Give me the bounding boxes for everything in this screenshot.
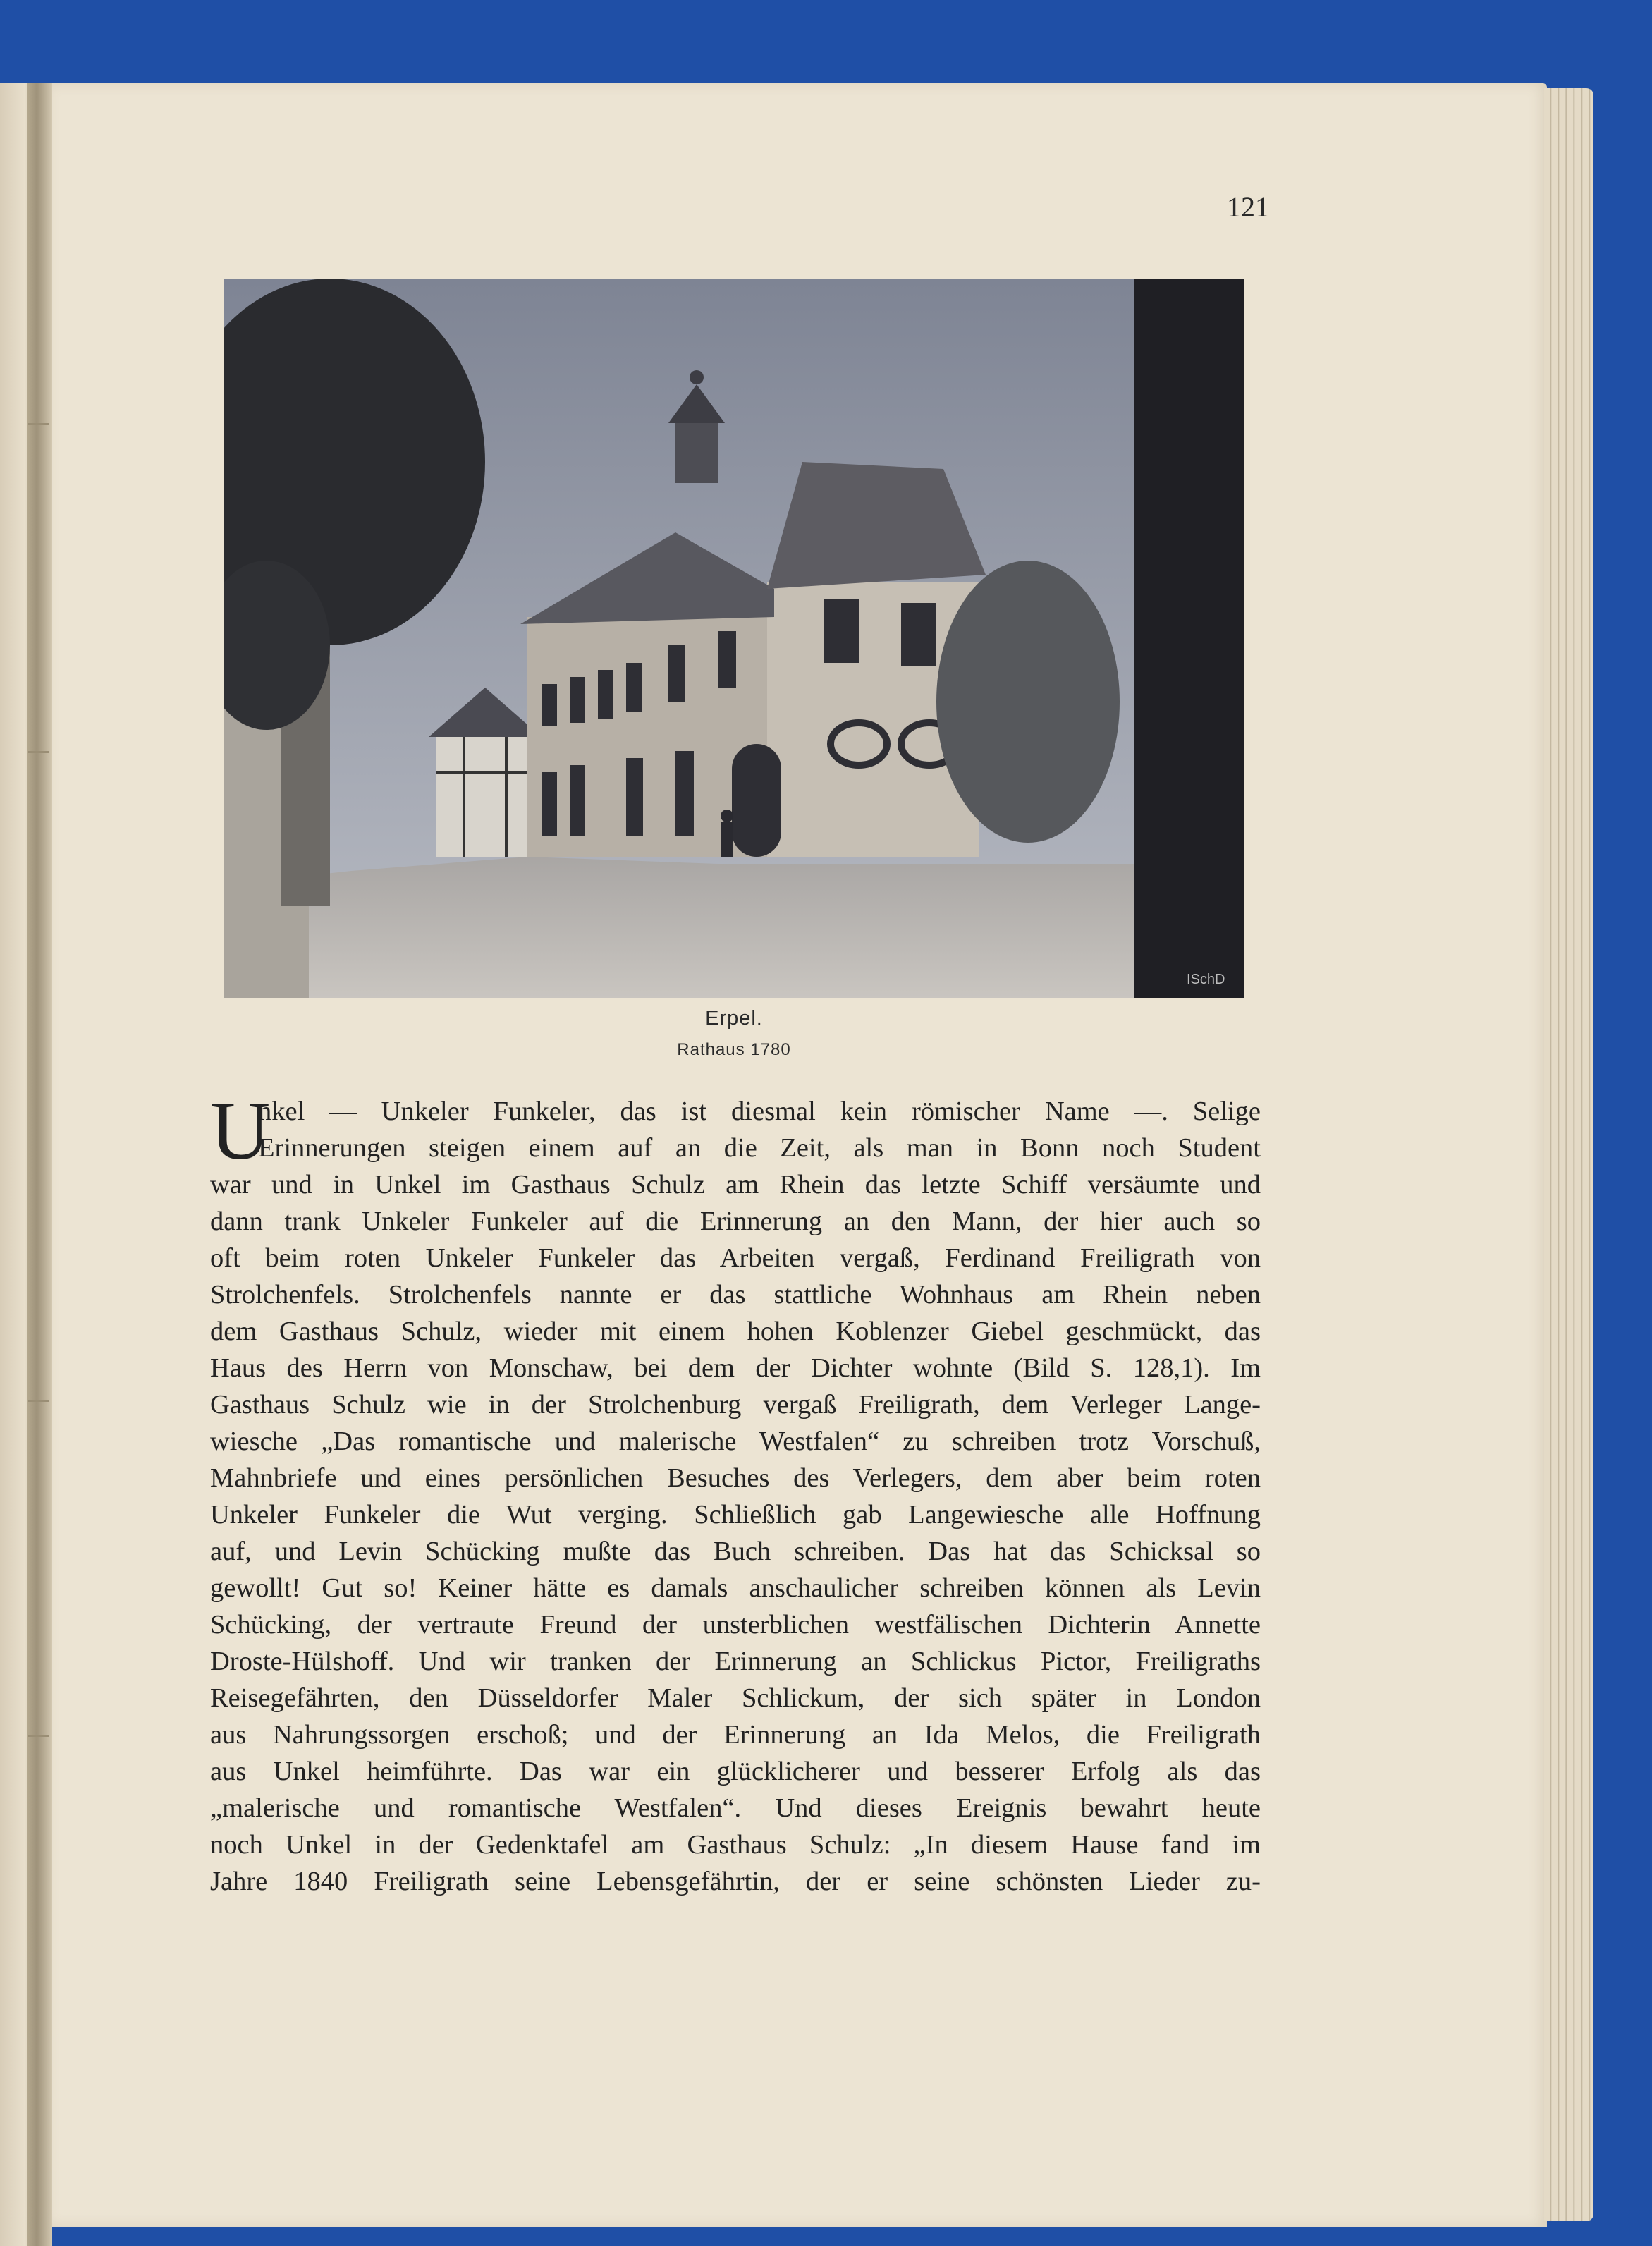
text-line: Erinnerungen steigen einem auf an die Zeit, als man in Bonn noch Student [258, 1133, 1261, 1163]
text-line: dem Gasthaus Schulz, wieder mit einem hohen Koblenzer Giebel geschmückt, das [210, 1317, 1261, 1346]
text-line: gewollt! Gut so! Keiner hätte es damals anschaulicher schreiben können als Levin [210, 1573, 1261, 1603]
text-line: noch Unkel in der Gedenktafel am Gasthaus Schulz: „In diesem Hause fand im [210, 1830, 1261, 1860]
text-line: Schücking, der vertraute Freund der unsterblichen westfälischen Dichterin Annette [210, 1610, 1261, 1640]
text-line: Droste-Hülshoff. Und wir tranken der Erinnerung an Schlickus Pictor, Freiligraths [210, 1647, 1261, 1676]
binding-stitch [28, 1400, 49, 1402]
text-line: „malerische und romantische Westfalen“. Und dieses Ereignis bewahrt heute [210, 1793, 1261, 1823]
text-line: dann trank Unkeler Funkeler auf die Erinnerung an den Mann, der hier auch so [210, 1207, 1261, 1236]
binding-stitch [28, 751, 49, 753]
photograph-town-hall [224, 279, 1244, 998]
binding-stitch [28, 423, 49, 425]
text-line: aus Nahrungssorgen erschoß; und der Erinnerung an Ida Melos, die Freiligrath [210, 1720, 1261, 1750]
text-line: auf, und Levin Schücking mußte das Buch schreiben. Das hat das Schicksal so [210, 1537, 1261, 1566]
figure-caption-subtitle: Rathaus 1780 [677, 1040, 791, 1059]
text-line: Haus des Herrn von Monschaw, bei dem der Dichter wohnte (Bild S. 128,1). Im [210, 1353, 1261, 1383]
book-gutter [27, 83, 52, 2246]
text-line: war und in Unkel im Gasthaus Schulz am Rhein das letzte Schiff versäumte und [210, 1170, 1261, 1200]
text-line: oft beim roten Unkeler Funkeler das Arbeiten vergaß, Ferdinand Freiligrath von [210, 1243, 1261, 1273]
photo-signature: ISchD [1187, 972, 1225, 987]
text-line: Reisegefährten, den Düsseldorfer Maler Schlickum, der sich später in London [210, 1683, 1261, 1713]
figure-caption-title: Erpel. [705, 1007, 763, 1030]
text-line: Mahnbriefe und eines persönlichen Besuches des Verlegers, dem aber beim roten [210, 1463, 1261, 1493]
drop-cap: U [210, 1085, 271, 1177]
body-text [210, 1085, 1261, 1900]
text-line: nkel — Unkeler Funkeler, das ist diesmal kein römischer Name —. Selige [258, 1097, 1261, 1126]
photograph-town-hall-image [224, 279, 1244, 998]
text-line: Unkeler Funkeler die Wut verging. Schließlich gab Langewiesche alle Hoffnung [210, 1500, 1261, 1530]
text-line: Strolchenfels. Strolchenfels nannte er das stattliche Wohnhaus am Rhein neben [210, 1280, 1261, 1310]
binding-stitch [28, 1735, 49, 1737]
page-stack-edges [1544, 88, 1593, 2221]
text-line: Gasthaus Schulz wie in der Strolchenburg vergaß Freiligrath, dem Verleger Lange- [210, 1390, 1261, 1420]
text-line: Jahre 1840 Freiligrath seine Lebensgefährtin, der er seine schönsten Lieder zu- [210, 1867, 1261, 1896]
text-line: wiesche „Das romantische und malerische Westfalen“ zu schreiben trotz Vorschuß, [210, 1427, 1261, 1456]
page-number: 121 [1227, 191, 1269, 223]
text-line: aus Unkel heimführte. Das war ein glücklicherer und besserer Erfolg als das [210, 1757, 1261, 1786]
